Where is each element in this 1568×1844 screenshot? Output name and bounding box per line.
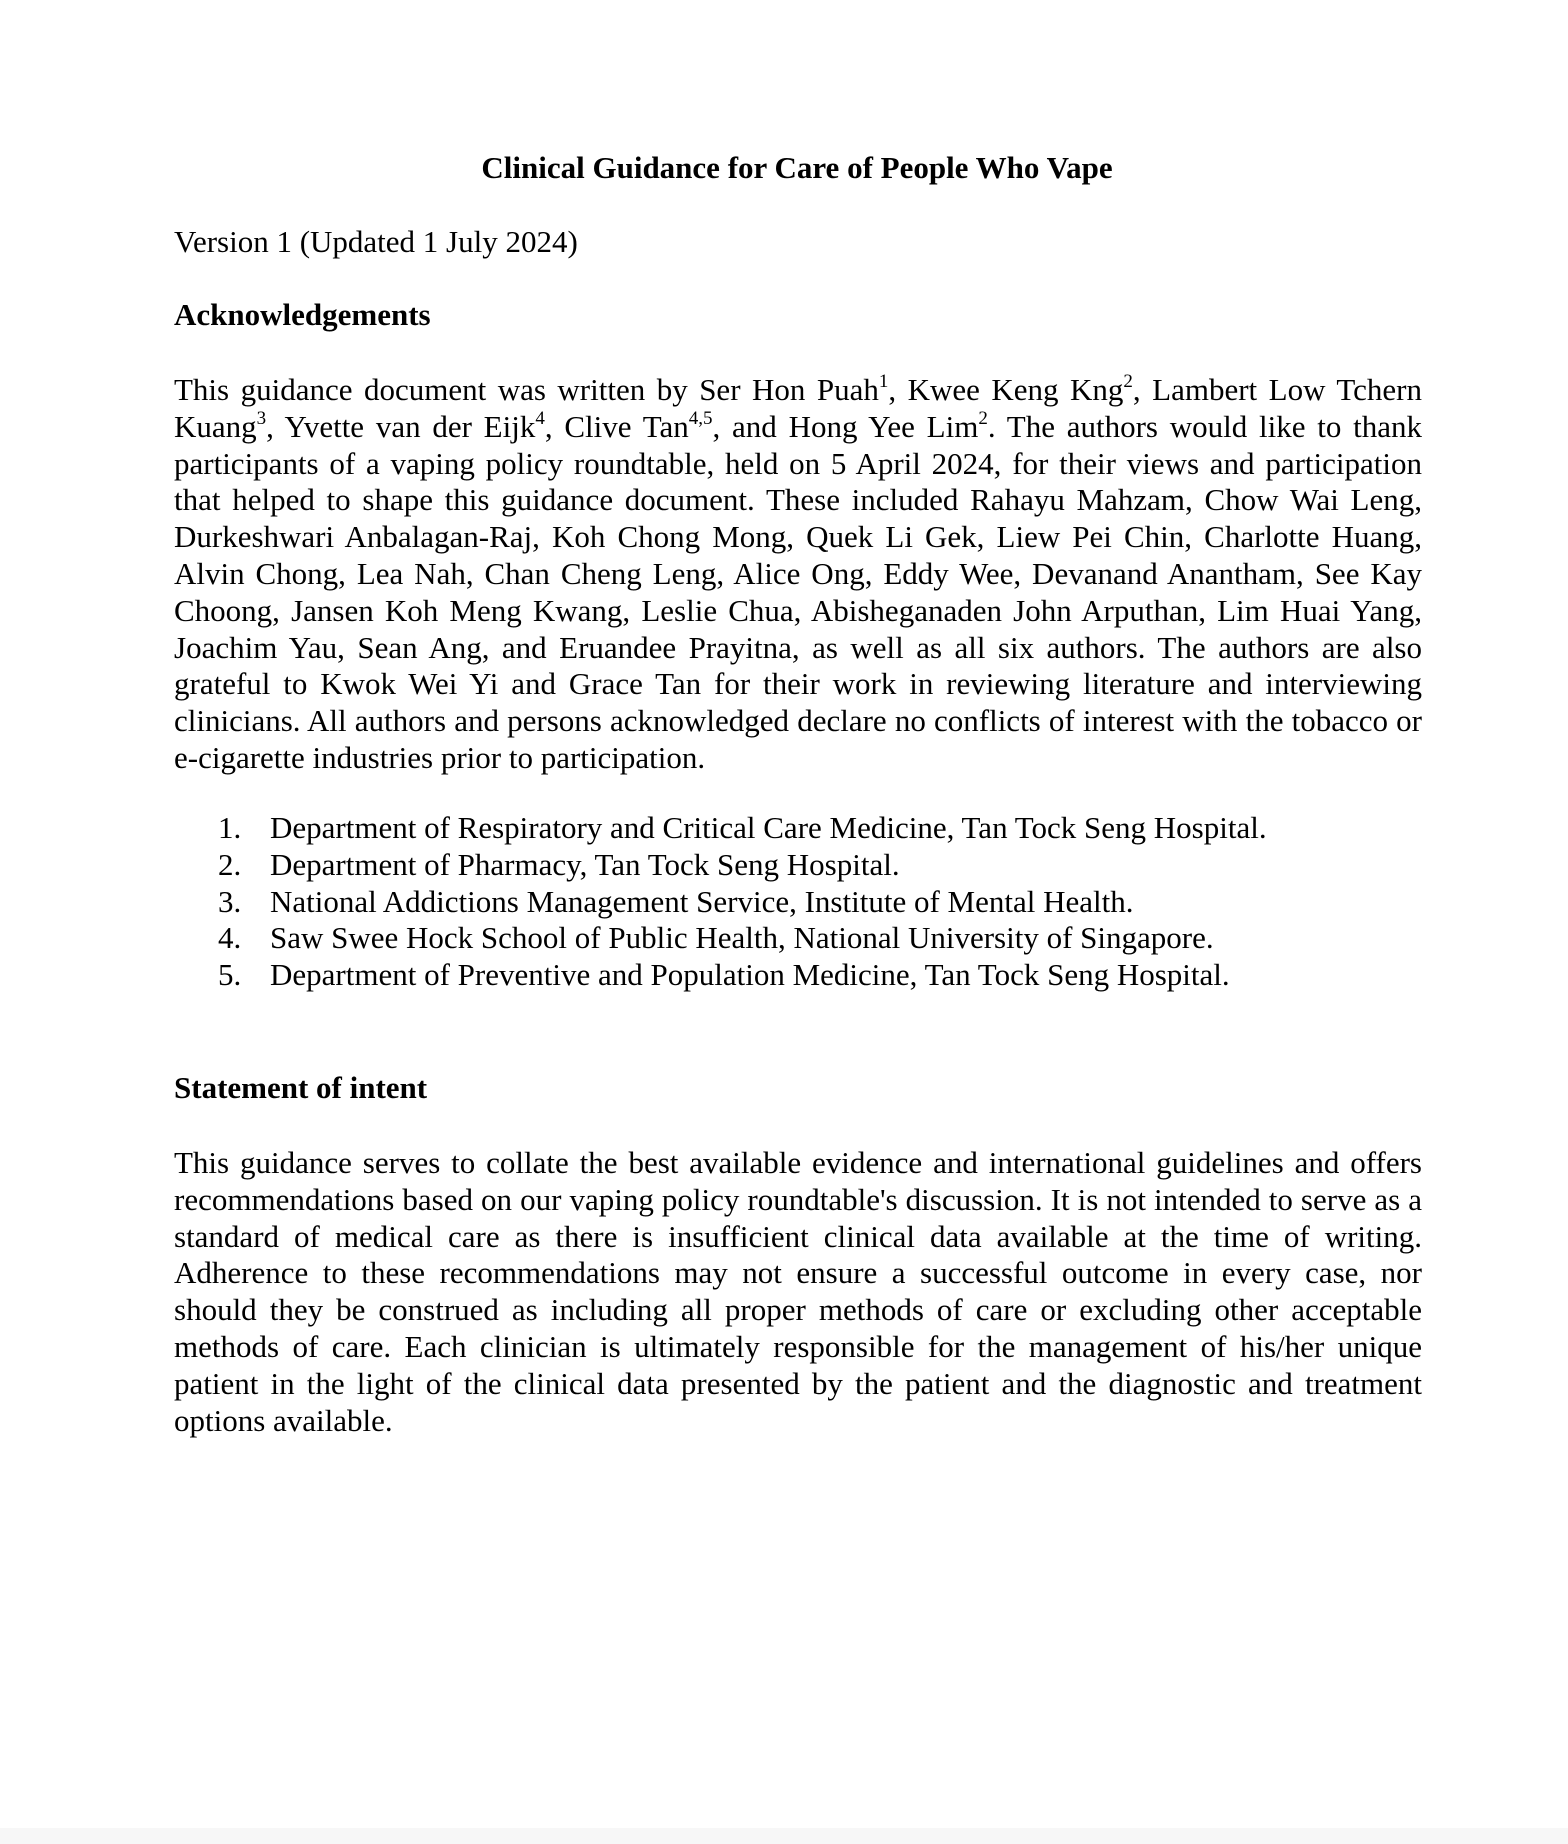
author-affiliation-sup: 2	[1123, 371, 1133, 392]
author-affiliation-sup: 2	[978, 407, 988, 429]
author-affiliation-sup: 1	[878, 371, 889, 392]
list-item	[218, 810, 1267, 847]
author-name: Clive Tan	[564, 408, 689, 444]
statement-of-intent-heading: Statement of intent	[174, 1070, 428, 1105]
author-separator: , and	[712, 408, 789, 444]
acknowledgements-paragraph	[174, 372, 1422, 777]
affiliation-number: 4.	[218, 920, 242, 956]
page-bottom-edge	[0, 1828, 1568, 1844]
acknowledgements-heading: Acknowledgements	[174, 297, 431, 332]
list-item	[218, 957, 1267, 994]
author-name: Hong Yee Lim	[788, 408, 979, 444]
author-name: Kwee Keng Kng	[907, 372, 1124, 407]
statement-of-intent-paragraph: This guidance serves to collate the best available evidence and international guidelines and offers recommendations based on our vaping policy roundtable's discussion. It is not intended to serve as a standard of medical care as there is insufficient clinical data available at the time of writing. Adherence to these recommendations may not ensure a successful outcome in every case, nor should they be construed as including all proper methods of care or excluding other acceptable methods of care. Each clinician is ultimately responsible for the management of his/her unique patient in the light of the clinical data presented by the patient and the diagnostic and treatment options available.	[174, 1145, 1422, 1438]
affiliation-number: 2.	[218, 846, 242, 882]
author-affiliation-sup: 3	[256, 407, 267, 429]
author-separator: ,	[266, 408, 285, 444]
author-separator: .	[987, 408, 1007, 444]
list-item	[218, 847, 1267, 884]
list-item	[218, 920, 1267, 957]
author-separator: ,	[1132, 372, 1153, 407]
version-line: Version 1 (Updated 1 July 2024)	[174, 224, 578, 259]
affiliation-number: 3.	[218, 883, 242, 919]
author-separator: ,	[888, 372, 908, 407]
document-title: Clinical Guidance for Care of People Who Vape	[481, 150, 1113, 185]
affiliation-text: Saw Swee Hock School of Public Health, National University of Singapore.	[270, 920, 1214, 956]
affiliation-text: Department of Preventive and Population Medicine, Tan Tock Seng Hospital.	[270, 957, 1230, 993]
affiliation-text: Department of Respiratory and Critical Care Medicine, Tan Tock Seng Hospital.	[270, 810, 1267, 845]
list-item	[218, 884, 1267, 921]
author-affiliation-sup: 4,5	[688, 407, 713, 429]
author-affiliation-sup: 4	[535, 407, 545, 429]
acknowledgements-body-text: The authors would like to thank participants of a vaping policy roundtable, held on 5 April 2024, for their views and participation that helped to shape this guidance document. These included Rahayu Mahzam, Chow Wai Leng, Durkeshwari Anbalagan-Raj, Koh Chong Mong, Quek Li Gek, Liew Pei Chin, Charlotte Huang, Alvin Chong, Lea Nah, Chan Cheng Leng, Alice Ong, Eddy Wee, Devanand Anantham, See Kay Choong, Jansen Koh Meng Kwang, Leslie Chua, Abisheganaden John Arputhan, Lim Huai Yang, Joachim Yau, Sean Ang, and Eruandee Prayitna, as well as all six authors. The authors are also grateful to Kwok Wei Yi and Grace Tan for their work in reviewing literature and interviewing clinicians. All authors and persons acknowledged declare no conflicts of interest with the tobacco or e-cigarette industries prior to participation.	[174, 408, 1422, 775]
affiliations-list	[218, 810, 1267, 994]
affiliation-text: National Addictions Management Service, Institute of Mental Health.	[270, 883, 1134, 919]
author-name: Ser Hon Puah	[699, 372, 879, 407]
author-name: Yvette van der Eijk	[284, 408, 536, 444]
affiliation-text: Department of Pharmacy, Tan Tock Seng Hospital.	[270, 846, 900, 882]
affiliation-number: 5.	[218, 957, 242, 993]
authors-intro: This guidance document was written by	[174, 372, 700, 407]
author-separator: ,	[544, 408, 565, 444]
author-name: Lambert Low Tchern Kuang	[174, 372, 1422, 444]
affiliation-number: 1.	[218, 810, 242, 845]
